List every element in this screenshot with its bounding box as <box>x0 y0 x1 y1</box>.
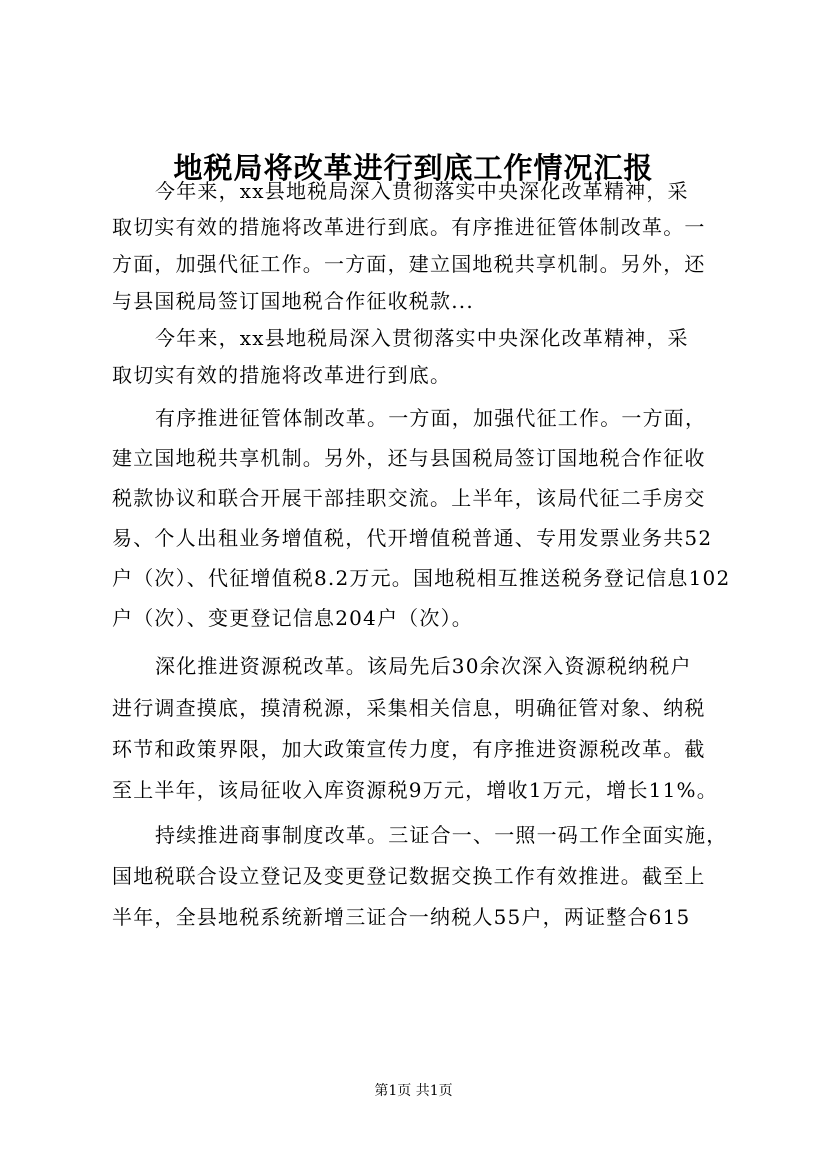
paragraph-line: 环节和政策界限，加大政策宣传力度，有序推进资源税改革。截 <box>112 737 706 761</box>
paragraph-line: 与县国税局签订国地税合作征收税款... <box>112 289 474 313</box>
paragraph-line: 今年来，xx县地税局深入贯彻落实中央深化改革精神，采 <box>155 326 689 350</box>
paragraph-line: 税款协议和联合开展干部挂职交流。上半年，该局代征二手房交 <box>112 486 706 510</box>
paragraph-line: 半年，全县地税系统新增三证合一纳税人55户，两证整合615 <box>112 905 691 929</box>
paragraph-line: 进行调查摸底，摸清税源，采集相关信息，明确征管对象、纳税 <box>112 696 706 720</box>
document-title: 地税局将改革进行到底工作情况汇报 <box>173 151 654 185</box>
paragraph-line: 方面，加强代征工作。一方面，建立国地税共享机制。另外，还 <box>112 252 706 276</box>
paragraph-line: 至上半年，该局征收入库资源税9万元，增收1万元，增长11%。 <box>112 778 718 802</box>
paragraph-line: 户（次）、变更登记信息204户（次）。 <box>112 606 473 630</box>
page-number: 第1页 共1页 <box>374 1083 453 1099</box>
paragraph-line: 户（次）、代征增值税8.2万元。国地税相互推送税务登记信息102 <box>112 566 731 590</box>
paragraph-line: 有序推进征管体制改革。一方面，加强代征工作。一方面， <box>155 406 707 430</box>
paragraph-line: 深化推进资源税改革。该局先后30余次深入资源税纳税户 <box>155 654 692 678</box>
paragraph-line: 易、个人出租业务增值税，代开增值税普通、专用发票业务共52 <box>112 526 713 550</box>
paragraph-line: 今年来，xx县地税局深入贯彻落实中央深化改革精神，采 <box>155 179 689 203</box>
paragraph-line: 建立国地税共享机制。另外，还与县国税局签订国地税合作征收 <box>112 446 706 470</box>
paragraph-line: 持续推进商事制度改革。三证合一、一照一码工作全面实施， <box>155 823 728 847</box>
paragraph-line: 国地税联合设立登记及变更登记数据交换工作有效推进。截至上 <box>112 864 706 888</box>
paragraph-line: 取切实有效的措施将改革进行到底。有序推进征管体制改革。一 <box>112 215 706 239</box>
paragraph-line: 取切实有效的措施将改革进行到底。 <box>112 363 452 387</box>
